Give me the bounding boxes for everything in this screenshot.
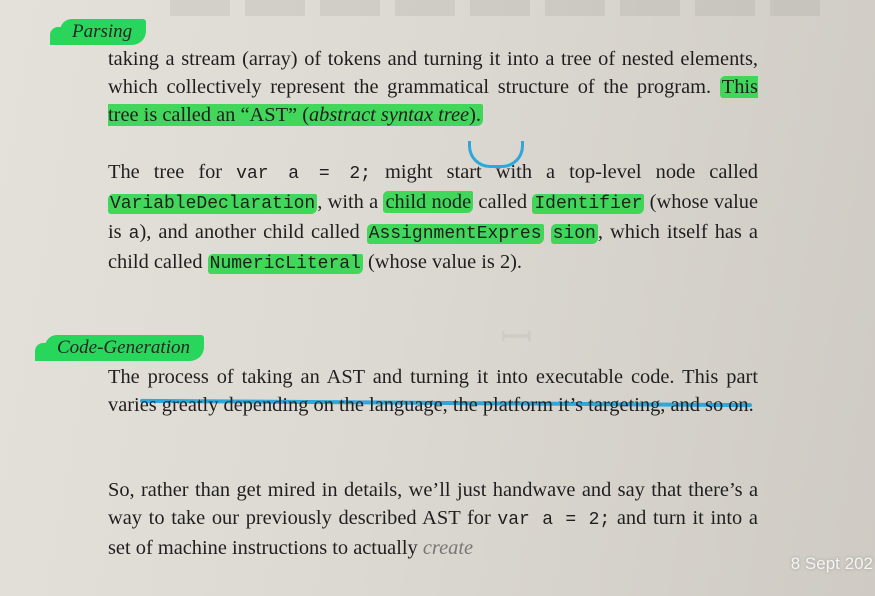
code-identifier: Identifier [534,194,643,214]
text-segment: (whose value is [362,251,500,273]
text-segment: , with a [317,191,384,213]
word-create: create [422,537,474,559]
text-segment: , which itself has a child called [108,221,758,273]
code-2: 2 [499,251,511,273]
bleed-through-text [170,0,820,16]
code-var-decl: var a = 2; [497,510,611,530]
codegen-paragraph-1 [108,363,758,419]
text-segment: called [473,191,533,213]
text-segment: might start with a top-level node called [370,161,758,183]
text-segment: This part varies greatly depending on the language, the platform it’s targeting, and so on. [108,366,759,416]
codegen-paragraph-2 [108,476,758,562]
text-segment: taking a stream (array) of tokens and turning it into a tree of nested elements, which collectively represent the grammatical structure of the program. [108,48,758,98]
text-segment: The tree for [108,161,237,183]
code-assignment-expression-b: sion [552,224,596,244]
date-stamp: 8 Sept 202 [790,554,873,573]
code-a: a [128,224,140,244]
section-heading-parsing: Parsing [60,19,146,45]
text-segment: (whose value is [108,191,758,243]
highlight-child-node: child node [385,191,472,213]
code-assignment-expression-a: AssignmentExpres [368,224,542,244]
text-segment: So, rather than get mired in details, we’ll just handwave and say that there’s a way to take our previously described AST for [108,479,758,529]
highlight-text: This tree is called an “AST” ( [108,76,758,126]
section-heading-code-generation: Code-Generation [45,335,204,361]
code-variable-declaration: VariableDeclaration [110,194,316,214]
code-var-decl: var a = 2; [236,164,371,184]
parsing-paragraph-2 [108,158,758,278]
text-segment: ). [510,251,523,273]
term-abstract-syntax-tree: abstract syntax tree [308,104,470,126]
highlight-end: ). [469,104,481,126]
underlined-definition: The process of taking an AST and turning it into executable code. [108,366,675,388]
bleed-through-heading: ꟷ [500,315,535,360]
text-segment: and turn it into a set of machine instructions to actually [108,507,758,559]
parsing-paragraph-1 [108,45,758,129]
code-numeric-literal: NumericLiteral [209,254,361,274]
text-segment: ), and another child called [139,221,367,243]
